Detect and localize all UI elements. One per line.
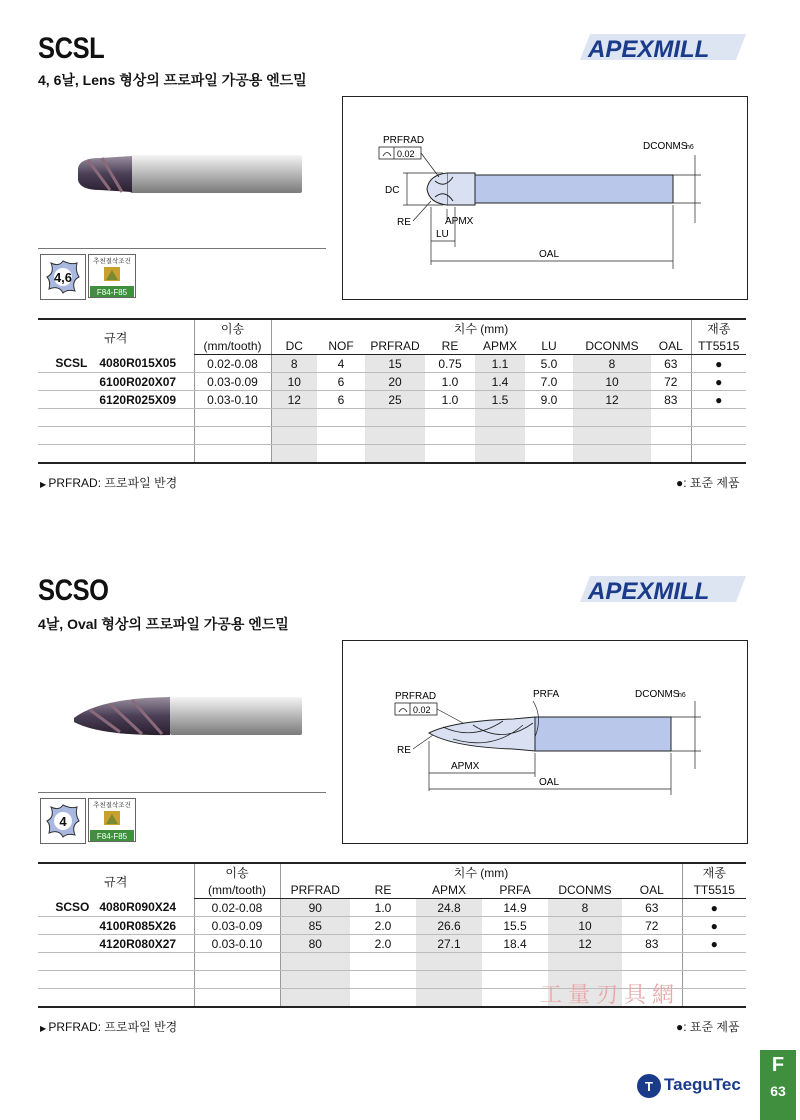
cell-feed: 0.02-0.08	[194, 355, 271, 373]
header-prfrad: PRFRAD	[365, 337, 425, 355]
tool-photo	[70, 150, 305, 205]
table-row	[38, 917, 746, 935]
flute-count-label: 4	[59, 814, 67, 829]
cell-oal: 63	[651, 355, 691, 373]
header-grade: 재종	[691, 319, 746, 337]
cell-dconms: 10	[548, 917, 622, 935]
item-code: 6100R020X07	[99, 374, 177, 389]
cell-prfa: 18.4	[482, 935, 548, 953]
header-prfa: PRFA	[482, 881, 548, 899]
cell-apmx: 26.6	[416, 917, 482, 935]
cell-apmx: 1.4	[475, 373, 525, 391]
header-dconms: DCONMS	[548, 881, 622, 899]
footnote-standard: ●: 표준 제품	[676, 476, 740, 490]
section-title: SCSL	[38, 32, 105, 65]
cell-dconms: 8	[573, 355, 651, 373]
header-spec: 규격	[38, 863, 194, 899]
cell-apmx: 1.1	[475, 355, 525, 373]
header-re: RE	[350, 881, 416, 899]
cell-grade: ●	[691, 391, 746, 409]
section-subtitle: 4날, Oval 형상의 프로파일 가공용 엔드밀	[38, 616, 289, 632]
logo-text: APEXMILL	[588, 36, 710, 63]
cell-prfa: 14.9	[482, 899, 548, 917]
label-dconms: DCONMS	[643, 141, 688, 152]
header-apmx: APMX	[475, 337, 525, 355]
cell-nof: 6	[317, 373, 365, 391]
table-row	[38, 935, 746, 953]
cell-feed: 0.03-0.09	[194, 917, 280, 935]
tab-letter: F	[771, 1054, 785, 1076]
cell-feed: 0.03-0.09	[194, 373, 271, 391]
cell-lu: 5.0	[525, 355, 573, 373]
divider	[38, 248, 326, 249]
condition-code: F84-F85	[96, 288, 128, 297]
label-oal: OAL	[539, 777, 560, 788]
flute-count-icon	[40, 798, 86, 844]
cell-oal: 63	[622, 899, 682, 917]
footnote-standard: ●: 표준 제품	[676, 1020, 740, 1034]
cell-dconms: 12	[573, 391, 651, 409]
header-feed-unit: (mm/tooth)	[194, 881, 280, 899]
cell-grade: ●	[682, 899, 746, 917]
footnote-prfrad: ▶ PRFRAD: 프로파일 반경	[40, 1020, 178, 1034]
header-apmx: APMX	[416, 881, 482, 899]
cell-prfrad: 80	[280, 935, 350, 953]
header-tt5515: TT5515	[691, 337, 746, 355]
cell-re: 1.0	[425, 391, 475, 409]
cell-re: 0.75	[425, 355, 475, 373]
header-dimensions: 치수 (mm)	[271, 319, 691, 337]
header-feed: 이송	[194, 319, 271, 337]
technical-diagram	[342, 96, 748, 300]
section-tab	[760, 1050, 796, 1120]
company-name: TaeguTec	[664, 1075, 741, 1094]
cell-grade: ●	[682, 935, 746, 953]
label-apmx: APMX	[451, 761, 480, 772]
header-grade: 재종	[682, 863, 746, 881]
table-row-empty	[38, 445, 746, 464]
cell-prfrad: 25	[365, 391, 425, 409]
tool-photo	[70, 692, 305, 747]
cell-apmx: 1.5	[475, 391, 525, 409]
flute-count-label: 4,6	[53, 270, 73, 285]
cell-dc: 8	[271, 355, 317, 373]
item-code: 4080R015X05	[99, 356, 177, 371]
cell-feed: 0.03-0.10	[194, 935, 280, 953]
cell-re: 2.0	[350, 935, 416, 953]
cell-dconms: 12	[548, 935, 622, 953]
apexmill-logo	[578, 572, 748, 606]
table-row	[38, 355, 746, 373]
cell-prfrad: 90	[280, 899, 350, 917]
table-row-empty	[38, 427, 746, 445]
cell-prfrad: 85	[280, 917, 350, 935]
item-code: 4100R085X26	[99, 918, 177, 933]
header-lu: LU	[525, 337, 573, 355]
section-subtitle: 4, 6날, Lens 형상의 프로파일 가공용 엔드밀	[38, 72, 307, 88]
cutting-condition-badge	[88, 798, 132, 842]
header-spec: 규격	[38, 319, 194, 355]
cell-re: 2.0	[350, 917, 416, 935]
series-code: SCSO	[55, 900, 90, 915]
header-dconms: DCONMS	[573, 337, 651, 355]
label-lu: LU	[436, 229, 449, 240]
header-re: RE	[425, 337, 475, 355]
cell-prfrad: 15	[365, 355, 425, 373]
item-code: 6120R025X09	[99, 392, 177, 407]
logo-text: APEXMILL	[588, 578, 710, 605]
header-dc: DC	[271, 337, 317, 355]
cell-dconms: 8	[548, 899, 622, 917]
cell-prfa: 15.5	[482, 917, 548, 935]
cell-oal: 83	[622, 935, 682, 953]
page-number: 63	[770, 1083, 786, 1099]
label-dc: DC	[385, 185, 400, 196]
cell-oal: 72	[622, 917, 682, 935]
label-h6: h6	[686, 144, 694, 151]
cell-apmx: 27.1	[416, 935, 482, 953]
header-oal: OAL	[651, 337, 691, 355]
label-prfrad: PRFRAD	[395, 691, 437, 702]
item-code: 4080R090X24	[99, 900, 177, 915]
cell-nof: 4	[317, 355, 365, 373]
divider	[38, 792, 326, 793]
table-row-empty	[38, 409, 746, 427]
condition-label: 추천절삭조건	[93, 258, 131, 265]
series-code: SCSL	[55, 356, 88, 371]
cell-dconms: 10	[573, 373, 651, 391]
cell-lu: 7.0	[525, 373, 573, 391]
svg-text:T: T	[645, 1079, 653, 1094]
cell-nof: 6	[317, 391, 365, 409]
cell-prfrad: 20	[365, 373, 425, 391]
cell-apmx: 24.8	[416, 899, 482, 917]
condition-code: F84-F85	[96, 832, 128, 841]
cell-dc: 10	[271, 373, 317, 391]
apexmill-logo	[578, 30, 748, 64]
header-feed-unit: (mm/tooth)	[194, 337, 271, 355]
label-tolerance: 0.02	[413, 705, 431, 715]
cell-re: 1.0	[425, 373, 475, 391]
condition-label: 추천절삭조건	[93, 802, 131, 809]
cell-grade: ●	[682, 917, 746, 935]
cell-dc: 12	[271, 391, 317, 409]
spec-table	[38, 318, 746, 464]
label-prfa: PRFA	[533, 689, 560, 700]
label-oal: OAL	[539, 249, 560, 260]
technical-diagram	[342, 640, 748, 844]
label-h6: h6	[678, 692, 686, 699]
label-re: RE	[397, 217, 411, 228]
header-prfrad: PRFRAD	[280, 881, 350, 899]
header-nof: NOF	[317, 337, 365, 355]
table-row	[38, 373, 746, 391]
table-row	[38, 899, 746, 917]
item-code: 4120R080X27	[99, 936, 177, 951]
cell-feed: 0.02-0.08	[194, 899, 280, 917]
label-tolerance: 0.02	[397, 149, 415, 159]
label-apmx: APMX	[445, 216, 474, 227]
cell-oal: 72	[651, 373, 691, 391]
cell-oal: 83	[651, 391, 691, 409]
footnote-prfrad: ▶ PRFRAD: 프로파일 반경	[40, 476, 178, 490]
flute-count-icon	[40, 254, 86, 300]
label-re: RE	[397, 745, 411, 756]
header-dimensions: 치수 (mm)	[280, 863, 682, 881]
table-row	[38, 391, 746, 409]
watermark: 工量刃具網	[540, 983, 681, 1008]
header-tt5515: TT5515	[682, 881, 746, 899]
section-title: SCSO	[38, 574, 109, 607]
cell-grade: ●	[691, 373, 746, 391]
cell-feed: 0.03-0.10	[194, 391, 271, 409]
cutting-condition-badge	[88, 254, 132, 298]
cell-grade: ●	[691, 355, 746, 373]
table-row-empty	[38, 953, 746, 971]
header-oal: OAL	[622, 881, 682, 899]
label-prfrad: PRFRAD	[383, 135, 425, 146]
cell-re: 1.0	[350, 899, 416, 917]
cell-lu: 9.0	[525, 391, 573, 409]
label-dconms: DCONMS	[635, 689, 680, 700]
header-feed: 이송	[194, 863, 280, 881]
